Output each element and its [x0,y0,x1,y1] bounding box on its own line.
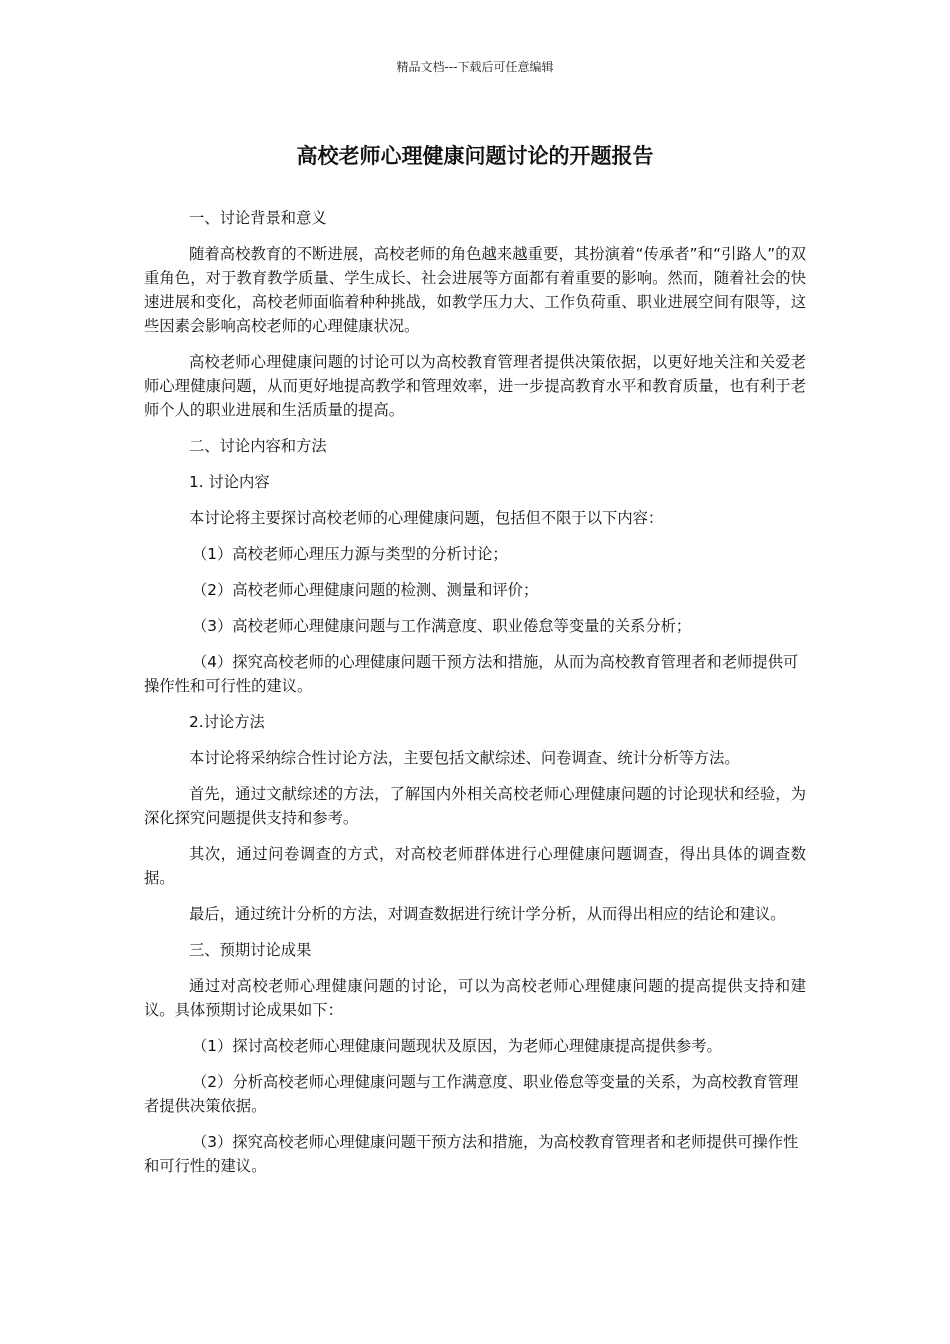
subheading-method: 2.讨论方法 [189,713,265,731]
paragraph-method-first: 首先，通过文献综述的方法，了解国内外相关高校老师心理健康问题的讨论现状和经验，为深化探究问题提供支持和参考。 [144,785,806,827]
document-body [144,206,806,1190]
list-item-content-1: （1）高校老师心理压力源与类型的分析讨论； [192,545,508,563]
page-header: 精品文档---下载后可任意编辑 [396,60,554,74]
subheading-content: 1. 讨论内容 [189,473,270,491]
list-item-content-4: （4）探究高校老师的心理健康问题干预方法和措施，从而为高校教育管理者和老师提供可操作性和可行性的建议。 [144,653,799,695]
document-title: 高校老师心理健康问题讨论的开题报告 [296,144,654,168]
list-item-content-3: （3）高校老师心理健康问题与工作满意度、职业倦怠等变量的关系分析； [192,617,692,635]
paragraph-method-intro: 本讨论将采纳综合性讨论方法，主要包括文献综述、问卷调查、统计分析等方法。 [189,749,740,767]
section-heading-content-method: 二、讨论内容和方法 [189,437,327,455]
list-item-content-2: （2）高校老师心理健康问题的检测、测量和评价； [192,581,539,599]
list-item-outcome-1: （1）探讨高校老师心理健康问题现状及原因，为老师心理健康提高提供参考。 [192,1037,722,1055]
paragraph-method-last: 最后，通过统计分析的方法，对调查数据进行统计学分析，从而得出相应的结论和建议。 [189,905,786,923]
paragraph-content-intro: 本讨论将主要探讨高校老师的心理健康问题，包括但不限于以下内容： [189,509,664,527]
paragraph-method-second: 其次，通过问卷调查的方式，对高校老师群体进行心理健康问题调查，得出具体的调查数据。 [144,845,806,887]
paragraph-significance: 高校老师心理健康问题的讨论可以为高校教育管理者提供决策依据，以更好地关注和关爱老师心理健康问题，从而更好地提高教学和管理效率，进一步提高教育水平和教育质量，也有利于老师个人的职业进展和生活质量的提高。 [144,353,806,419]
paragraph-background: 随着高校教育的不断进展，高校老师的角色越来越重要，其扮演着“传承者”和“引路人”的双重角色，对于教育教学质量、学生成长、社会进展等方面都有着重要的影响。然而，随着社会的快速进展和变化，高校老师面临着种种挑战，如教学压力大、工作负荷重、职业进展空间有限等，这些因素会影响高校老师的心理健康状况。 [144,245,806,335]
list-item-outcome-2: （2）分析高校老师心理健康问题与工作满意度、职业倦怠等变量的关系，为高校教育管理者提供决策依据。 [144,1073,799,1115]
section-heading-outcomes: 三、预期讨论成果 [189,941,312,959]
list-item-outcome-3: （3）探究高校老师心理健康问题干预方法和措施，为高校教育管理者和老师提供可操作性和可行性的建议。 [144,1133,799,1175]
section-heading-background: 一、讨论背景和意义 [189,209,327,227]
paragraph-outcomes-intro: 通过对高校老师心理健康问题的讨论，可以为高校老师心理健康问题的提高提供支持和建议。具体预期讨论成果如下： [144,977,806,1019]
